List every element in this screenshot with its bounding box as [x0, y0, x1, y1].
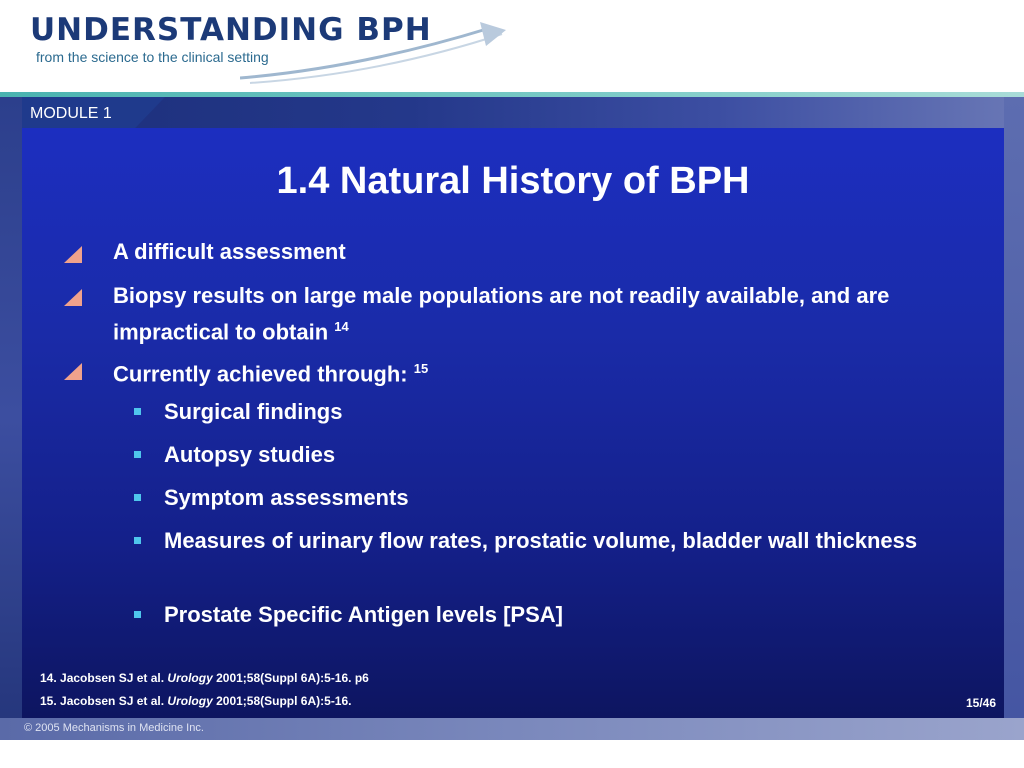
square-bullet-icon: [134, 451, 141, 458]
bullet-text: Biopsy results on large male populations are not readily available, and are impractical to obtain: [113, 283, 890, 345]
sub-bullet-item: Measures of urinary flow rates, prostatic volume, bladder wall thickness: [164, 528, 918, 553]
page-number: 15/46: [966, 696, 997, 710]
brand-title: UNDERSTANDING BPH: [30, 12, 432, 48]
reference-line: [40, 671, 369, 685]
sub-bullet-item: Surgical findings: [164, 399, 343, 424]
square-bullet-icon: [134, 537, 141, 544]
reference-authors: 14. Jacobsen SJ et al.: [40, 671, 165, 685]
swoosh-arrow-icon: [240, 8, 520, 88]
sub-bullet-item: Prostate Specific Antigen levels [PSA]: [164, 602, 563, 627]
bullet-item: [113, 236, 943, 267]
triangle-bullet-icon: [64, 246, 82, 263]
reference-details: 2001;58(Suppl 6A):5-16. p6: [216, 671, 369, 685]
copyright-text: © 2005 Mechanisms in Medicine Inc.: [24, 722, 204, 734]
citation-number: 15: [413, 361, 429, 376]
bullet-item: [113, 280, 943, 347]
right-border: [1004, 97, 1024, 740]
reference-authors: 15. Jacobsen SJ et al.: [40, 694, 165, 708]
reference-journal: Urology: [167, 694, 213, 708]
sub-bullet-item: Symptom assessments: [164, 485, 409, 510]
square-bullet-icon: [134, 494, 141, 501]
citation-number: 14: [334, 319, 349, 334]
bullet-text: A difficult assessment: [113, 239, 346, 264]
left-border: [0, 97, 22, 740]
header: [0, 0, 1024, 92]
square-bullet-icon: [134, 611, 141, 618]
triangle-bullet-icon: [64, 289, 82, 306]
brand-subtitle: from the science to the clinical setting: [36, 49, 269, 65]
reference-details: 2001;58(Suppl 6A):5-16.: [216, 694, 352, 708]
bottom-margin: [0, 740, 1024, 768]
reference-journal: Urology: [167, 671, 213, 685]
accent-line: [0, 92, 1024, 97]
reference-line: [40, 694, 352, 708]
triangle-bullet-icon: [64, 363, 82, 380]
bullet-text: Currently achieved through:: [113, 361, 408, 387]
sub-bullet-item: Autopsy studies: [164, 442, 336, 467]
module-label: MODULE 1: [30, 105, 112, 122]
square-bullet-icon: [134, 408, 141, 415]
slide-title: 1.4 Natural History of BPH: [276, 160, 750, 202]
bullet-item: [113, 353, 943, 389]
